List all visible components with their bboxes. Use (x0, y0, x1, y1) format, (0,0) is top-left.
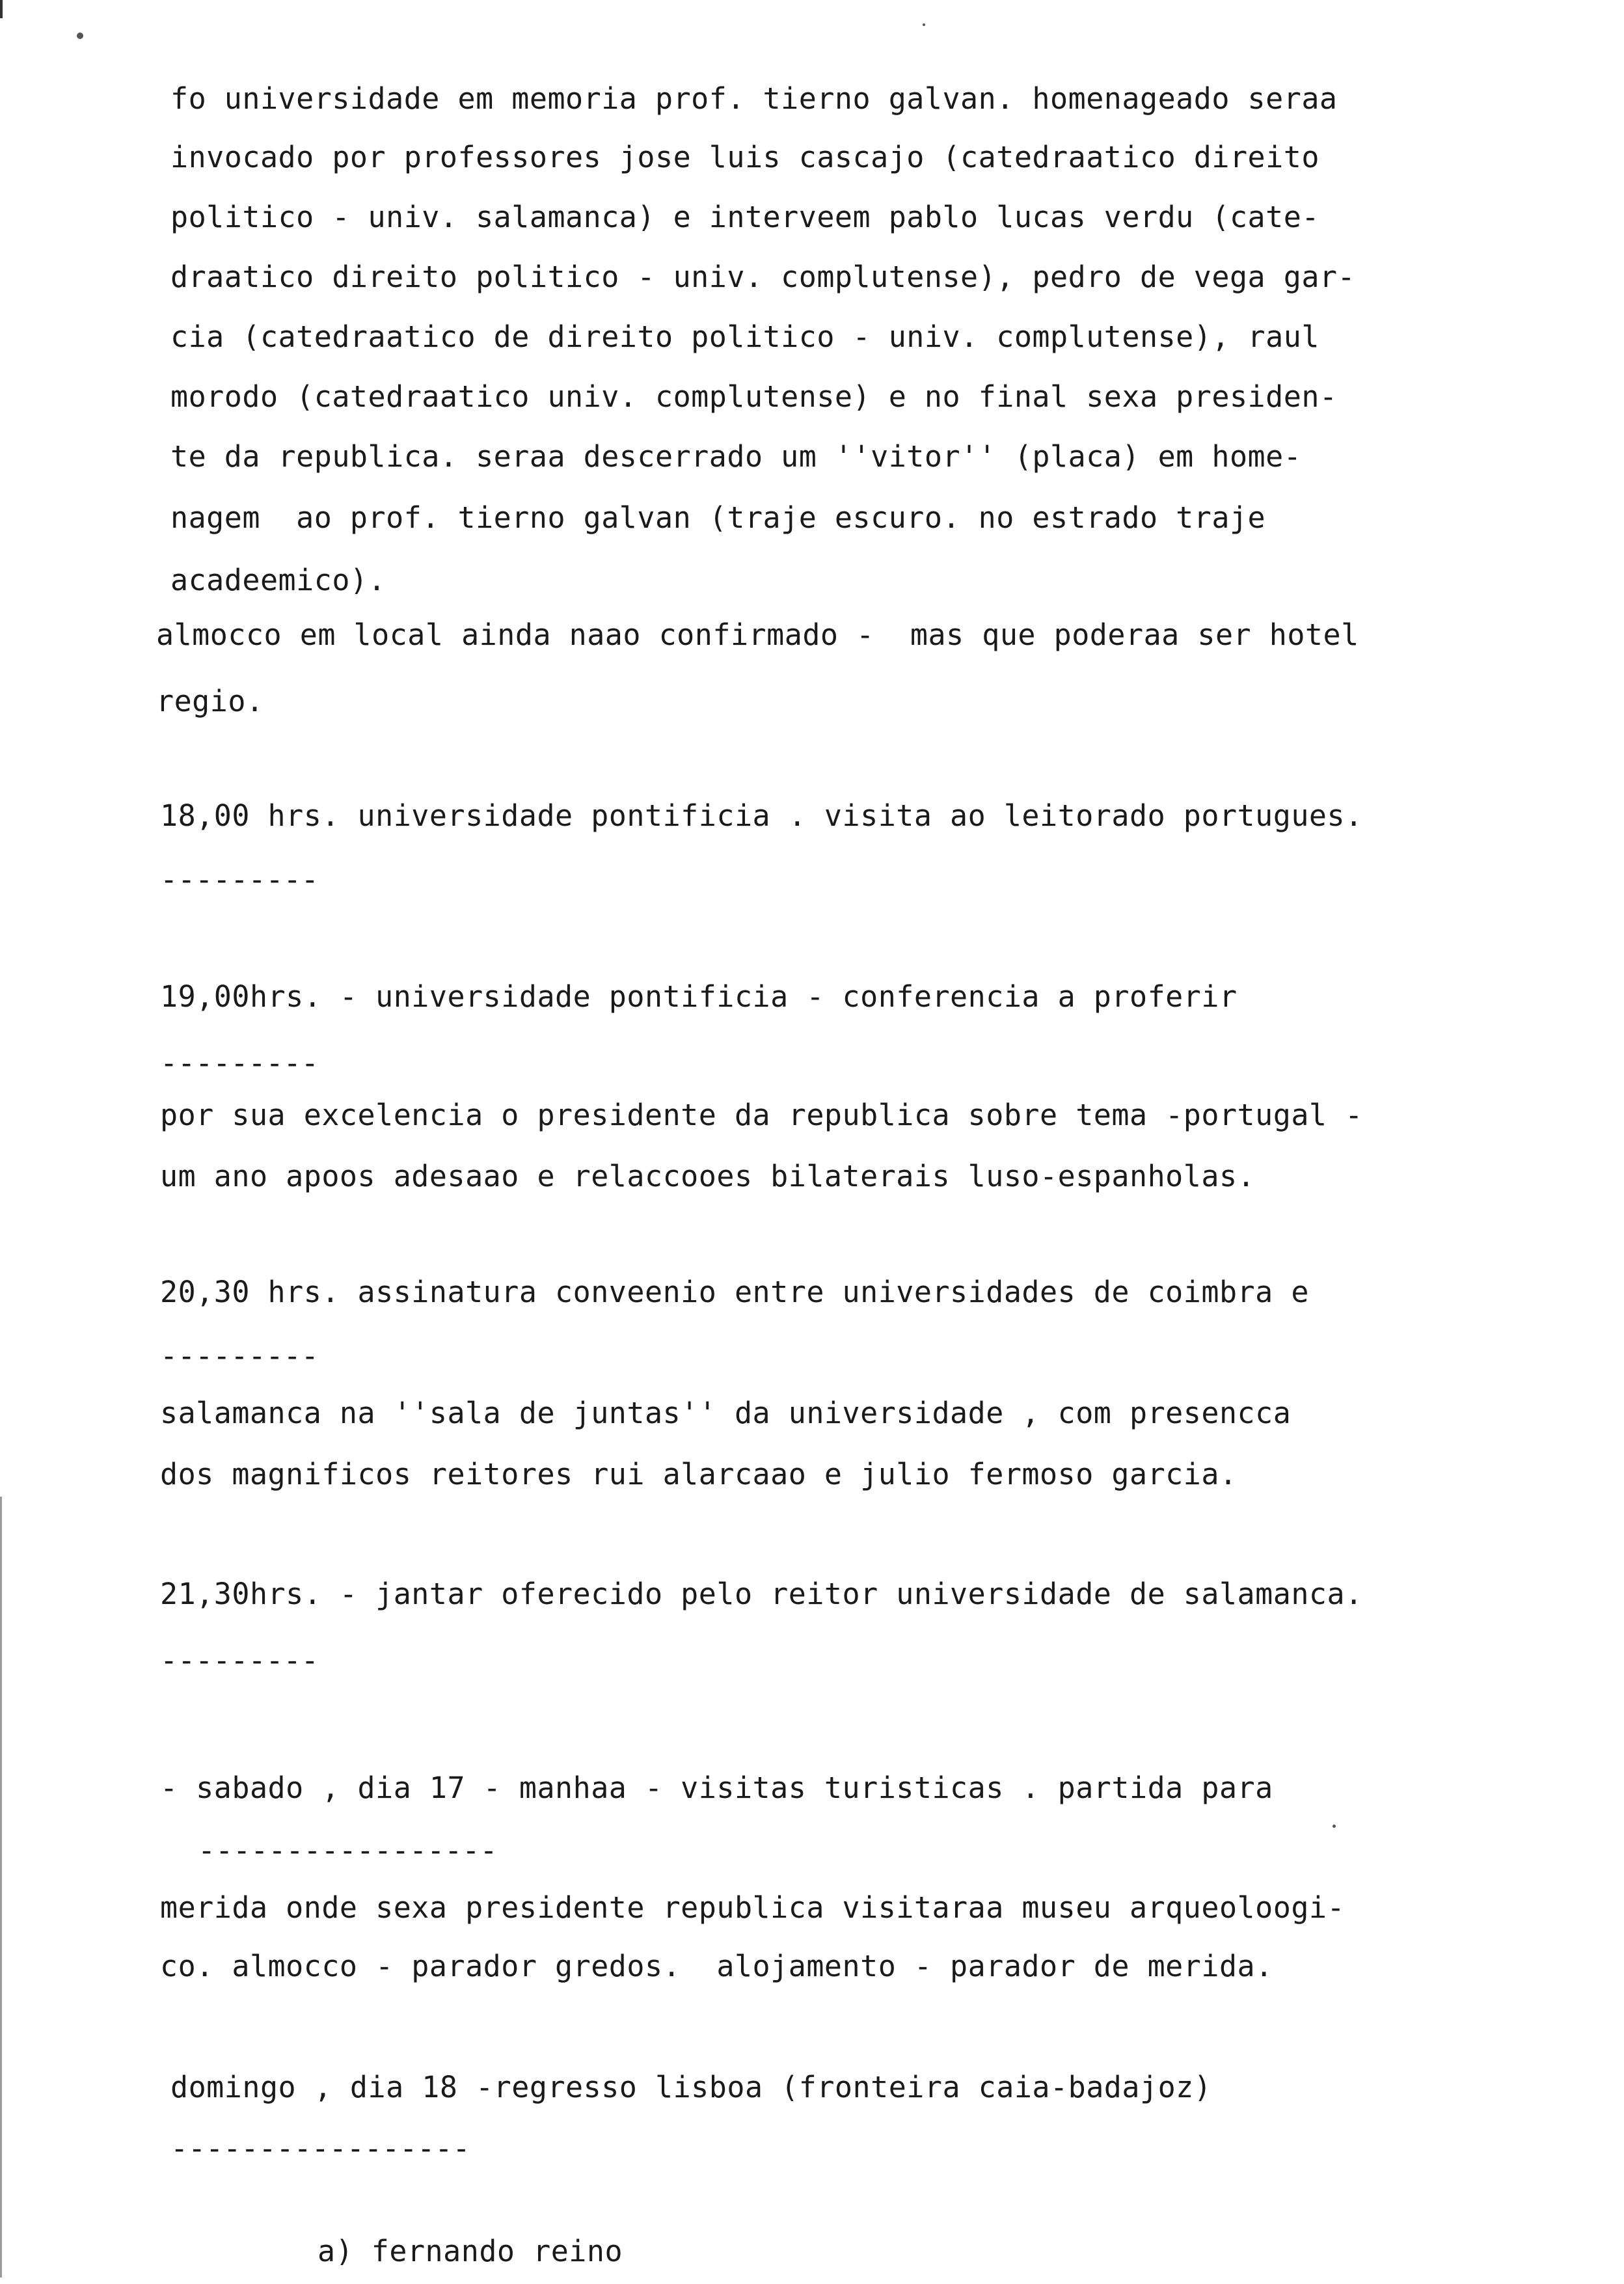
scan-speck (1333, 1825, 1336, 1828)
text-line: por sua excelencia o presidente da republica sobre tema -portugal - (160, 1098, 1363, 1132)
schedule-line: 18,00 hrs. universidade pontificia . visita ao leitorado portugues. (160, 798, 1363, 833)
text-line: acadeemico). (170, 563, 386, 597)
underline-rule: --------- (160, 862, 319, 897)
text-line: politico - univ. salamanca) e interveem pablo lucas verdu (cate- (170, 200, 1320, 234)
text-line: te da republica. seraa descerrado um ''vitor'' (placa) em home- (170, 439, 1302, 474)
text-line: morodo (catedraatico univ. complutense) e no final sexa presiden- (170, 379, 1338, 414)
underline-rule: --------- (160, 1046, 319, 1080)
text-line: draatico direito politico - univ. complutense), pedro de vega gar- (170, 260, 1356, 294)
underline-rule: ----------------- (198, 1833, 498, 1868)
text-line: invocado por professores jose luis cascajo (catedraatico direito (170, 140, 1320, 174)
text-line: salamanca na ''sala de juntas'' da universidade , com presencca (160, 1396, 1292, 1430)
text-line: almocco em local ainda naao confirmado - mas que poderaa ser hotel (156, 618, 1359, 652)
underline-rule: --------- (160, 1339, 319, 1373)
text-line: fo universidade em memoria prof. tierno galvan. homenageado seraa (170, 81, 1338, 116)
schedule-line: - sabado , dia 17 - manhaa - visitas turisticas . partida para (160, 1771, 1273, 1805)
schedule-line: 21,30hrs. - jantar oferecido pelo reitor universidade de salamanca. (160, 1577, 1363, 1611)
text-line: um ano apoos adesaao e relaccooes bilaterais luso-espanholas. (160, 1159, 1256, 1193)
text-line: regio. (156, 684, 264, 718)
text-line: cia (catedraatico de direito politico - univ. complutense), raul (170, 319, 1320, 354)
signature-line: a) fernando reino (318, 2234, 623, 2268)
underline-rule: ----------------- (170, 2131, 470, 2166)
text-line: co. almocco - parador gredos. alojamento - parador de merida. (160, 1949, 1273, 1983)
schedule-line: 20,30 hrs. assinatura conveenio entre universidades de coimbra e (160, 1275, 1309, 1309)
schedule-line: domingo , dia 18 -regresso lisboa (fronteira caia-badajoz) (170, 2070, 1212, 2104)
scan-edge-mark (0, 1497, 2, 2277)
scan-edge-mark (0, 0, 3, 18)
scan-speck (77, 33, 83, 39)
text-line: nagem ao prof. tierno galvan (traje escuro. no estrado traje (170, 500, 1266, 535)
text-line: dos magnificos reitores rui alarcaao e julio fermoso garcia. (160, 1457, 1238, 1491)
text-line: merida onde sexa presidente republica visitaraa museu arqueoloogi- (160, 1890, 1346, 1925)
underline-rule: --------- (160, 1643, 319, 1678)
schedule-line: 19,00hrs. - universidade pontificia - conferencia a proferir (160, 979, 1238, 1014)
scan-speck (923, 23, 925, 26)
